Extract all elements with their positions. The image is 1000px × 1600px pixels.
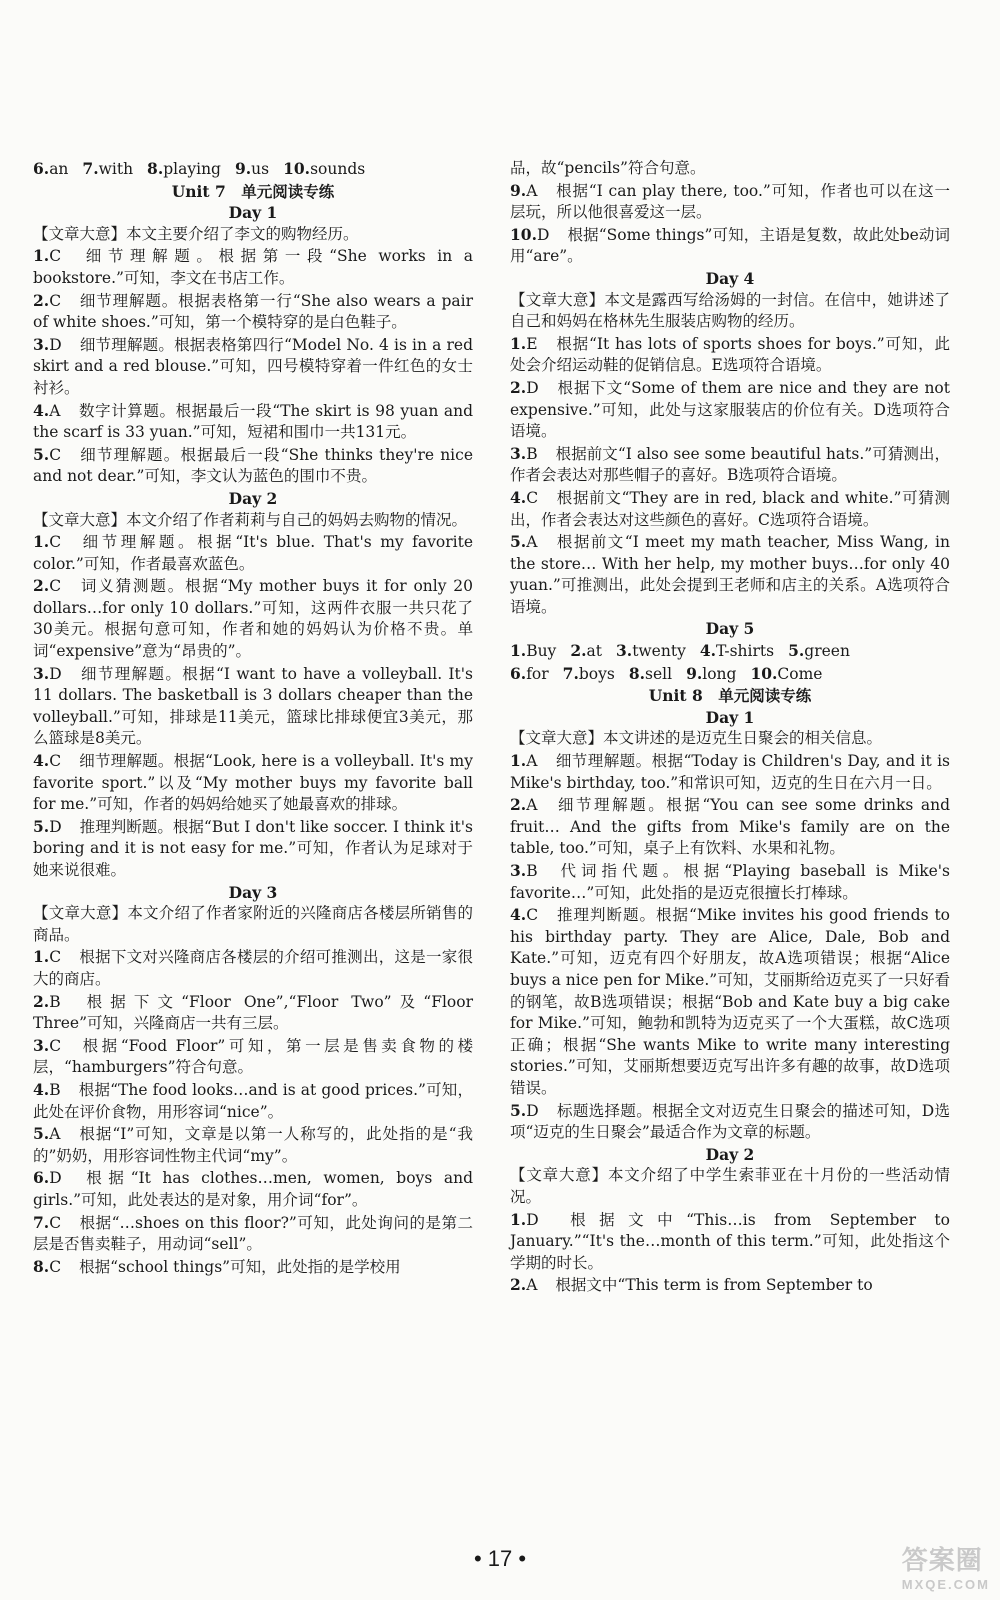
explanation-text: 细节理解题。根据“It's blue. That's my favorite color.”可知，作者最喜欢蓝色。 [33, 533, 473, 573]
answer-choice: D [526, 1210, 539, 1229]
explanation-text: 根据“The food looks…and is at good prices.”可知，此处在评价食物，用形容词“nice”。 [33, 1080, 473, 1121]
explanation-text: 根据下文“Some of them are nice and they are not expensive.”可知，此处与这家服装店的价位有关。D选项符合语境。 [510, 378, 950, 441]
question-explanation [510, 487, 950, 531]
answer-choice: C [526, 906, 539, 925]
question-number: 7. [33, 1212, 50, 1232]
question-number: 5. [510, 532, 527, 552]
question-number: 3. [33, 663, 50, 683]
question-explanation [33, 1256, 473, 1279]
explanation-text: 数字计算题。根据最后一段“The skirt is 98 yuan and the scarf is 33 yuan.”可知，短裙和围巾一共131元。 [33, 401, 473, 442]
watermark-text: 答案圈 [901, 1545, 983, 1575]
answer-choice: D [49, 664, 62, 683]
answer-word: at [586, 642, 602, 661]
explanation-text: 根据“I can play there, too.”可知，作者也可以在这一层玩，所以他很喜爱这一层。 [510, 181, 950, 222]
answer-choice: D [49, 817, 62, 836]
answer-choice: A [49, 401, 61, 420]
answer-word: long [702, 664, 737, 683]
question-explanation [33, 1079, 473, 1123]
answer-line [510, 640, 950, 663]
explanation-text: 根据下文对兴隆商店各楼层的介绍可推测出，这是一家很大的商店。 [33, 948, 473, 988]
answer-word: with [98, 160, 134, 178]
answer-number: 8. [628, 663, 646, 683]
answer-number: 10. [283, 159, 311, 178]
answer-item [750, 665, 822, 683]
answer-number: 8. [147, 159, 164, 178]
question-explanation [33, 290, 473, 334]
question-number: 3. [510, 861, 527, 880]
day-heading: Day 3 [228, 882, 278, 902]
question-number: 8. [33, 1256, 50, 1276]
answer-word: Come [777, 664, 823, 683]
question-number: 5. [33, 444, 50, 464]
answer-line [510, 663, 950, 686]
question-explanation [33, 245, 473, 289]
answer-choice: C [49, 752, 62, 771]
question-number: 5. [510, 1100, 527, 1120]
question-explanation [33, 991, 473, 1035]
question-explanation [33, 663, 473, 750]
answer-choice: A [526, 1276, 538, 1295]
question-explanation [510, 794, 950, 860]
explanation-text: 词义猜测题。根据“My mother buys it for only 20 dollars…for only 10 dollars.”可知，这两件衣服一共只花了30美元。根据句意可知，作者和她的妈妈认为价格不贵。单词“expensive”意为“昂贵的”。 [33, 577, 473, 661]
question-number: 5. [33, 816, 50, 836]
question-explanation [33, 1212, 473, 1256]
answer-item [235, 160, 269, 178]
question-number: 1. [510, 1209, 527, 1229]
answer-choice: D [526, 378, 539, 397]
explanation-text: 根据下文“Floor One”,“Floor Two”及“Floor Three”可知，兴隆商店一共有三层。 [33, 992, 473, 1033]
question-number: 2. [510, 1275, 527, 1295]
article-summary: 【文章大意】本文主要介绍了李文的购物经历。 [33, 224, 359, 243]
explanation-text: 根据“It has clothes…men, women, boys and girls.”可知，此处表达的是对象，用介词“for”。 [33, 1169, 473, 1209]
explanation-text: 推理判断题。根据“Mike invites his good friends to his birthday party. They are Alice, Dale, Bob and Kate.”可知，迈克有四个好朋友，故A选项错误；根据“Alice buys a nice pen for Mike.”可知，艾丽斯给迈克买了一只好看的钢笔，故B选项错误；根据“Bob and Kate buy a big cake for Mike.”可知，鲍勃和凯特为迈克买了一个大蛋糕，故C选项正确；根据“She wants Mike to write many interesting stories.”可知，艾丽斯想要迈克写出许多有趣的故事，故D选项错误。 [510, 906, 950, 1097]
question-number: 2. [33, 991, 50, 1011]
answer-word: twenty [632, 642, 686, 661]
answer-choice: D [526, 1101, 539, 1120]
answer-word: playing [163, 160, 221, 178]
explanation-text: 细节理解题。根据“I want to have a volleyball. It's 11 dollars. The basketball is 3 dollars cheaper than the volleyball.”可知，排球是11美元，篮球比排球便宜3美元，那么篮球是8美元。 [33, 664, 473, 748]
question-explanation [33, 1167, 473, 1211]
answer-word: us [251, 160, 270, 178]
answer-choice: C [49, 1036, 62, 1055]
answer-number: 2. [570, 641, 587, 661]
question-explanation [33, 575, 473, 662]
answer-number: 10. [750, 663, 778, 683]
question-explanation [33, 531, 473, 575]
article-summary: 【文章大意】本文介绍了中学生索菲亚在十月份的一些活动情况。 [510, 1166, 950, 1206]
answer-number: 7. [82, 159, 99, 178]
answer-choice: B [526, 862, 538, 880]
question-number: 6. [33, 1168, 50, 1188]
question-explanation [33, 444, 473, 488]
question-number: 4. [510, 905, 527, 925]
explanation-text: 细节理解题。根据表格第四行“Model No. 4 is in a red skirt and a red blouse.”可知，四号模特穿着一件红色的女士衬衫。 [33, 335, 473, 397]
answer-word: boys [578, 664, 615, 683]
explanation-text: 推理判断题。根据“But I don't like soccer. I think it's boring and it is not easy for me.”可知，作者认为足球对于她来说很难。 [33, 817, 473, 879]
answer-choice: A [526, 181, 538, 200]
watermark-logo [902, 1540, 990, 1592]
answer-item [33, 160, 68, 178]
question-explanation [510, 224, 950, 268]
answer-choice: C [49, 1213, 62, 1232]
answer-number: 7. [562, 663, 579, 683]
question-explanation [510, 750, 950, 794]
question-number: 3. [33, 1035, 50, 1055]
question-explanation [33, 816, 473, 882]
answer-number: 5. [788, 641, 805, 661]
answer-item [788, 642, 850, 660]
explanation-text: 根据前文“I also see some beautiful hats.”可猜测出，作者会表达对那些帽子的喜好。B选项符合语境。 [510, 444, 950, 485]
answer-choice: C [49, 291, 62, 310]
answer-word: sounds [310, 160, 366, 178]
article-summary: 【文章大意】本文介绍了作者莉莉与自己的妈妈去购物的情况。 [33, 510, 468, 529]
answer-choice: C [49, 533, 62, 552]
answer-choice: D [49, 1169, 62, 1188]
day-heading: Day 1 [228, 203, 278, 223]
answer-line [33, 158, 473, 181]
question-number: 4. [33, 1079, 50, 1099]
answer-item [570, 642, 602, 660]
day-heading: Day 2 [228, 488, 278, 508]
question-number: 3. [510, 443, 527, 463]
day-heading: Day 4 [705, 268, 755, 288]
answer-item [510, 642, 556, 660]
question-explanation [33, 946, 473, 990]
answer-choice: A [49, 1125, 61, 1144]
answer-item [629, 665, 672, 683]
explanation-text: 标题选择题。根据全文对迈克生日聚会的描述可知，D选项“迈克的生日聚会”最适合作为文章的标题。 [510, 1101, 950, 1142]
question-explanation [510, 860, 950, 904]
watermark-url: MXQE.COM [901, 1577, 990, 1592]
explanation-text: 细节理解题。根据“Today is Children's Day, and it is Mike's birthday, too.”和常识可知，迈克的生日在六月一日。 [510, 752, 950, 792]
explanation-text: 根据“Food Floor”可知，第一层是售卖食物的楼层，“hamburgers”符合句意。 [33, 1036, 473, 1077]
left-column [33, 158, 473, 1278]
day-heading: Day 1 [705, 707, 755, 727]
answer-number: 6. [33, 159, 50, 178]
question-explanation [510, 531, 950, 618]
question-number: 1. [33, 947, 50, 967]
explanation-text: 细节理解题。根据最后一段“She thinks they're nice and not dear.”可知，李文认为蓝色的围巾不贵。 [33, 445, 473, 486]
answer-choice: A [526, 796, 538, 815]
explanation-text: 细节理解题。根据第一段“She works in a bookstore.”可知，李文在书店工作。 [33, 247, 473, 287]
answer-choice: D [536, 225, 550, 244]
explanation-text: 根据前文“They are in red, black and white.”可猜测出，作者会表达对这些颜色的喜好。C选项符合语境。 [510, 488, 950, 529]
answer-word: for [526, 664, 549, 683]
question-number: 2. [510, 795, 527, 815]
answer-item [700, 642, 774, 660]
answer-item [283, 160, 365, 178]
question-explanation [510, 1209, 950, 1275]
unit-heading: Unit 7 单元阅读专练 [171, 181, 335, 201]
question-number: 1. [510, 333, 527, 353]
question-explanation [510, 377, 950, 443]
question-number: 1. [33, 246, 50, 266]
unit-heading: Unit 8 单元阅读专练 [648, 686, 812, 706]
answer-choice: C [49, 1257, 62, 1276]
explanation-text: 细节理解题。根据“Look, here is a volleyball. It's my favorite sport.”以及“My mother buys my favorite ball for me.”可知，作者的妈妈给她买了她最喜欢的排球。 [33, 752, 473, 814]
answer-choice: D [49, 335, 62, 354]
question-explanation [510, 333, 950, 377]
question-number: 2. [33, 290, 50, 310]
question-explanation [510, 180, 950, 224]
question-number: 4. [33, 400, 50, 420]
question-number: 3. [33, 334, 50, 354]
question-explanation [510, 443, 950, 487]
question-explanation [510, 1274, 950, 1297]
question-number: 2. [33, 576, 50, 596]
answer-word: an [49, 160, 69, 178]
explanation-text: 根据“…shoes on this floor?”可知，此处询问的是第二层是否售卖鞋子，用动词“sell”。 [33, 1213, 473, 1254]
answer-number: 6. [510, 663, 527, 683]
answer-item [563, 665, 615, 683]
question-explanation [510, 904, 950, 1099]
question-number: 1. [33, 532, 50, 552]
page-number: • 17 • [473, 1546, 527, 1571]
answer-number: 9. [234, 159, 252, 178]
question-explanation [33, 750, 473, 816]
explanation-text: 根据文中“This…is from September to January.”“It's the…month of this term.”可知，此处指这个学期的时长。 [510, 1210, 950, 1272]
explanation-text: 根据文中“This term is from September to [555, 1276, 873, 1295]
right-column [510, 158, 950, 1297]
answer-item [510, 665, 549, 683]
answer-number: 4. [699, 641, 717, 661]
answer-word: T-shirts [716, 642, 775, 661]
question-number: 10. [510, 224, 537, 244]
answer-choice: C [49, 948, 62, 967]
article-summary: 【文章大意】本文是露西写给汤姆的一封信。在信中，她讲述了自己和妈妈在格林先生服装店购物的经历。 [510, 290, 950, 331]
question-explanation [33, 400, 473, 444]
explanation-text: 根据“I”可知，文章是以第一人称写的，此处指的是“我的”奶奶，用形容词性物主代词“my”。 [33, 1125, 473, 1165]
question-explanation [33, 1035, 473, 1079]
answer-choice: A [526, 752, 538, 771]
answer-choice: B [49, 992, 61, 1011]
answer-choice: C [49, 247, 62, 266]
question-number: 4. [510, 487, 527, 507]
answer-choice: C [526, 488, 539, 507]
answer-number: 1. [510, 641, 527, 661]
explanation-text: 根据“It has lots of sports shoes for boys.”可知，此处会介绍运动鞋的促销信息。E选项符合语境。 [510, 334, 950, 375]
answer-item [686, 665, 736, 683]
article-summary: 【文章大意】本文介绍了作者家附近的兴隆商店各楼层所销售的商品。 [33, 904, 473, 944]
explanation-text: 细节理解题。根据表格第一行“She also wears a pair of white shoes.”可知，第一个模特穿的是白色鞋子。 [33, 291, 473, 332]
explanation-text: 根据前文“I meet my math teacher, Miss Wang, in the store… With her help, my mother buys…for only 40 yuan.”可推测出，此处会提到王老师和店主的关系。A选项符合语境。 [510, 533, 950, 616]
continued-text: 品，故“pencils”符合句意。 [510, 159, 706, 177]
article-summary: 【文章大意】本文讲述的是迈克生日聚会的相关信息。 [510, 729, 883, 748]
answer-item [616, 642, 686, 660]
question-number: 2. [510, 377, 527, 397]
answer-item [147, 160, 221, 178]
answer-item [82, 160, 133, 178]
answer-word: green [804, 642, 850, 661]
explanation-text: 根据“Some things”可知，主语是复数，故此处be动词用“are”。 [510, 225, 950, 266]
question-number: 5. [33, 1124, 50, 1144]
question-number: 9. [510, 180, 527, 200]
answer-word: Buy [526, 642, 557, 661]
question-number: 1. [510, 751, 527, 771]
answer-word: sell [645, 664, 673, 683]
question-explanation [33, 334, 473, 400]
answer-choice: C [49, 445, 62, 464]
answer-number: 9. [686, 663, 703, 683]
question-explanation [33, 1123, 473, 1167]
explanation-text: 代词指代题。根据“Playing baseball is Mike's favorite…”可知，此处指的是迈克很擅长打棒球。 [510, 862, 950, 902]
question-number: 4. [33, 751, 50, 771]
answer-number: 3. [616, 641, 633, 661]
answer-choice: A [526, 533, 538, 552]
answer-choice: B [526, 444, 538, 463]
explanation-text: 细节理解题。根据“You can see some drinks and fruit… And the gifts from Mike's family are on the table, too.”可知，桌子上有饮料、水果和礼物。 [510, 796, 950, 858]
day-heading: Day 5 [705, 619, 755, 639]
answer-choice: C [49, 577, 62, 596]
explanation-text: 根据“school things”可知，此处指的是学校用 [79, 1257, 401, 1276]
answer-choice: B [49, 1080, 61, 1099]
answer-choice: E [526, 334, 538, 353]
day-heading: Day 2 [705, 1144, 755, 1164]
question-explanation [510, 1100, 950, 1144]
